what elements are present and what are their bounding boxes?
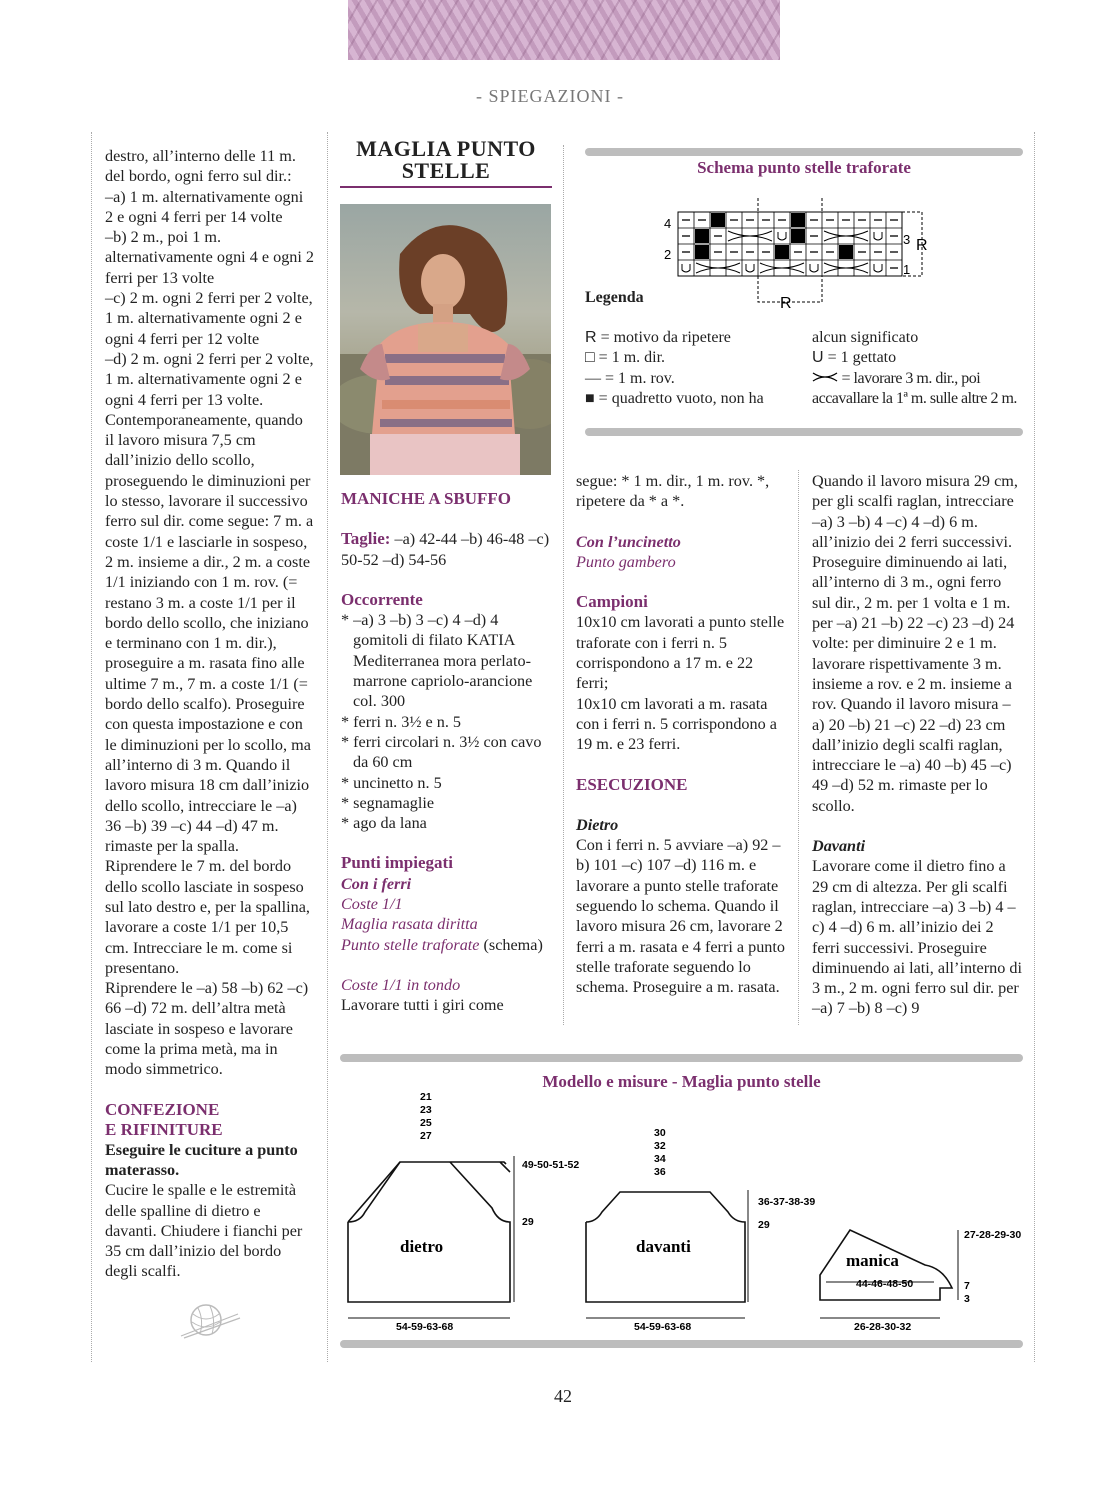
legenda-heading: Legenda xyxy=(585,289,644,306)
stitch: Maglia rasata diritta xyxy=(341,915,478,934)
row-label: 4 xyxy=(664,216,672,231)
paragraph: –d) 2 m. ogni 2 ferri per 2 volte, 1 m. alternativamente ogni 2 e ogni 4 ferri per 13 volte. xyxy=(105,349,314,409)
paragraph: Lavorare come il dietro fino a 29 cm di altezza. Per gli scalfi raglan, intrecciare –a) 3 –b) 4 –c) 4 –d) 6 m. all’inizio dei 2 ferri successivi. Proseguire diminuendo ai lati, all’interno di 3 m., 2 m. ogni ferro sul dir. per –a) 7 –b) 8 –c) 9 xyxy=(812,857,1022,1018)
chart-cell-filled xyxy=(775,245,789,259)
modello-title: Modello e misure - Maglia punto stelle xyxy=(542,1072,821,1091)
davanti-heading: Davanti xyxy=(812,837,866,856)
stitch: Punto stelle traforate xyxy=(341,935,480,954)
chart-cell-filled xyxy=(791,213,805,227)
section-header: - SPIEGAZIONI - xyxy=(476,86,624,106)
chart-cell-yarnover xyxy=(778,232,786,240)
column-separator xyxy=(1034,132,1035,1362)
legend-text: = lavorare 3 m. dir., poi accavallare la 1ª m. sulle altre 2 m. xyxy=(812,369,1017,407)
measure: 23 xyxy=(420,1104,432,1116)
legend-text: = 1 m. rov. xyxy=(601,369,675,387)
measure: 27-28-29-30 xyxy=(964,1229,1022,1241)
list-item: * ago da lana xyxy=(341,814,427,833)
chart-cell-filled xyxy=(695,229,709,243)
list-item: * uncinetto n. 5 xyxy=(341,773,442,792)
taglie-text: –a) 42-44 –b) 46-48 –c) 50-52 –d) 54-56 xyxy=(341,530,550,569)
legend-symbol: — xyxy=(585,369,601,387)
paragraph: 10x10 cm lavorati a m. rasata con i ferri n. 5 corrispondono a 19 m. e 23 ferri. xyxy=(576,694,777,754)
chart-cell-decrease xyxy=(760,263,804,273)
chart-cell-filled xyxy=(839,245,853,259)
measure: 30 xyxy=(654,1127,666,1139)
model-photo xyxy=(340,204,551,475)
repeat-label: R xyxy=(780,295,792,310)
pattern-title xyxy=(340,138,552,182)
campioni-heading: Campioni xyxy=(576,592,648,612)
row-label: 3 xyxy=(903,232,911,247)
column-4 xyxy=(812,471,1022,1019)
uncinetto-heading: Con l’uncinetto xyxy=(576,532,681,551)
column-1 xyxy=(105,146,315,1282)
paragraph: –a) 1 m. alternativamente ogni 2 e ogni 4 ferri per 14 volte xyxy=(105,187,304,226)
stitch: Coste 1/1 xyxy=(341,895,403,914)
chart-cell-decrease xyxy=(824,231,868,241)
page-number: 42 xyxy=(554,1386,572,1406)
measure: 54-59-63-68 xyxy=(396,1321,454,1333)
chart-cell-filled xyxy=(711,213,725,227)
chart-cell-yarnover xyxy=(682,264,690,272)
legend-text: = motivo da ripetere xyxy=(596,329,731,346)
legend-symbol: □ xyxy=(585,349,595,367)
list-item: * ferri circolari n. 3½ con cavo da 60 cm xyxy=(341,732,542,772)
maniche-heading: MANICHE A SBUFFO xyxy=(341,489,512,508)
legend-right xyxy=(812,328,1037,409)
esecuzione-heading: ESECUZIONE xyxy=(576,774,688,794)
measure: 7 xyxy=(964,1280,970,1292)
repeat-label: R xyxy=(916,237,928,254)
measure: 49-50-51-52 xyxy=(522,1159,580,1171)
legend-text: = quadretto vuoto, non ha xyxy=(594,389,764,407)
paragraph: Riprendere le 7 m. del bordo dello scollo lasciate in sospeso sul lato destro e, per la spallina, lavorare a coste 1/1 per 10,5 cm. Intrecciare le m. come si presentano. xyxy=(105,857,310,977)
column-3 xyxy=(576,471,786,998)
yarn-ball-icon xyxy=(176,1300,246,1340)
schematics-diagram xyxy=(340,1090,1030,1340)
paragraph: segue: * 1 m. dir., 1 m. rov. *, ripetere da * a *. xyxy=(576,472,770,511)
legend-symbol: ■ xyxy=(585,389,595,407)
paragraph: –c) 2 m. ogni 2 ferri per 2 volte, 1 m. alternativamente ogni 2 e ogni 4 ferri per 12 volte xyxy=(105,289,313,348)
paragraph: Quando il lavoro misura 29 cm, per gli scalfi raglan, intrecciare –a) 3 –b) 4 –c) 4 –d) 6 m. all’inizio dei 2 ferri successivi. Proseguire diminuendo ai lati, all’interno di 3 m., ogni ferro sul dir., 2 m. per 1 volta e 1 m. per –a) 21 –b) 22 –c) 23 –d) 24 volte: per diminuire 2 e 1 m. lavorare rispettivamente 3 m. insieme a rov. e 2 m. insieme a rov. Quando il lavoro misura –a) 20 –b) 21 –c) 22 –d) 23 cm dall’inizio degli scalfi raglan, intrecciare le –a) 40 –b) 45 –c) 49 –d) 52 m. rimaste per lo scollo. xyxy=(812,472,1018,815)
measure: 26-28-30-32 xyxy=(854,1321,912,1333)
schema-bottom-bar xyxy=(585,428,1023,436)
measure: 36 xyxy=(654,1166,666,1178)
paragraph: destro, all’interno delle 11 m. del bordo, ogni ferro sul dir.: xyxy=(105,147,296,186)
column-separator xyxy=(798,470,799,1025)
stitch: Punto gambero xyxy=(576,552,676,571)
measure: 34 xyxy=(654,1153,666,1165)
punti-heading: Punti impiegati xyxy=(341,853,453,873)
schema-top-bar xyxy=(585,148,1023,156)
legend-symbol: R xyxy=(585,329,597,346)
dietro-heading: Dietro xyxy=(576,815,619,834)
davanti-label: davanti xyxy=(636,1237,691,1256)
con-ferri: Con i ferri xyxy=(341,874,412,893)
manica-label: manica xyxy=(846,1251,899,1270)
paragraph: 10x10 cm lavorati a punto stelle traforate con i ferri n. 5 corrispondono a 17 m. e 22 ferri; xyxy=(576,613,785,693)
legend-symbol: U xyxy=(812,349,824,367)
taglie-label: Taglie: xyxy=(341,529,391,549)
coste-tondo: Coste 1/1 in tondo xyxy=(341,975,461,994)
list-item: * ferri n. 3½ e n. 5 xyxy=(341,712,462,731)
chart-cell-yarnover xyxy=(746,264,754,272)
column-2 xyxy=(341,489,551,1016)
occorrente-heading: Occorrente xyxy=(341,589,423,609)
decrease-symbol-icon xyxy=(812,371,838,383)
paragraph: Riprendere le –a) 58 –b) 62 –c) 66 –d) 72 m. dell’altra metà lasciate in sospeso e lavorare come la prima metà, ma in modo simmetrico. xyxy=(105,979,309,1079)
legend-text: = 1 gettato xyxy=(823,349,897,367)
measure: 29 xyxy=(522,1216,534,1228)
stitch-chart xyxy=(660,192,940,310)
row-label: 1 xyxy=(903,262,911,277)
modello-bottom-bar xyxy=(340,1340,1023,1348)
measure: 21 xyxy=(420,1091,432,1103)
list-item: * –a) 3 –b) 3 –c) 4 –d) 4 gomitoli di filato KATIA Mediterranea mora perlato-marrone capriolo-arancione col. 300 xyxy=(341,611,533,711)
paragraph: Con i ferri n. 5 avviare –a) 92 –b) 101 –c) 107 –d) 116 m. e lavorare a punto stelle traforate seguendo lo schema. Quando il lavoro misura 26 cm, lavorare 2 ferri a m. rasata e 4 ferri a punto stelle traforate seguendo lo schema. Proseguire a m. rasata. xyxy=(576,836,785,997)
chart-cell-decrease xyxy=(824,263,868,273)
modello-top-bar xyxy=(340,1054,1023,1062)
paragraph: Lavorare tutti i giri come xyxy=(341,996,504,1015)
row-label: 2 xyxy=(664,247,672,262)
paragraph: –b) 2 m., poi 1 m. alternativamente ogni 4 e ogni 2 ferri per 13 volte xyxy=(105,228,315,287)
measure: 3 xyxy=(964,1293,970,1305)
chart-cell-filled xyxy=(791,229,805,243)
paragraph: Contemporaneamente, quando il lavoro misura 7,5 cm dall’inizio dello scollo, proseguendo le diminuzioni per lo stesso, lavorare il successivo ferro sul dir. come segue: 7 m. a coste 1/1 e lasciarle in sospeso, 2 m. insieme a dir., 2 m. a coste 1/1 iniziando con 1 m. rov. (= restano 3 m. a coste 1/1 per il bordo dello scollo, che iniziano e terminano con 1 m. dir.), proseguire a m. rasata fino alle ultime 7 m., 7 m. a coste 1/1 (= bordo dello scalfo). Proseguire con questa impostazione e con le diminuzioni per lo scollo, ma all’interno di 3 m. Quando il lavoro misura 18 cm dall’inizio dello scollo, intrecciare le –a) 36 –b) 39 –c) 44 –d) 47 m. rimaste per la spalla. xyxy=(105,410,314,856)
measure: 27 xyxy=(420,1130,432,1142)
chart-cell-decrease xyxy=(728,231,772,241)
chart-cell-yarnover xyxy=(810,264,818,272)
measure: 44-46-48-50 xyxy=(856,1278,914,1290)
chart-cell-filled xyxy=(695,245,709,259)
schema-title: Schema punto stelle traforate xyxy=(697,158,911,177)
column-separator xyxy=(563,145,564,1025)
measure: 32 xyxy=(654,1140,666,1152)
measure: 29 xyxy=(758,1219,770,1231)
chart-cell-yarnover xyxy=(874,232,882,240)
legend-left xyxy=(585,328,800,409)
title-line-1: MAGLIA PUNTO xyxy=(356,136,536,161)
confezione-text: Cucire le spalle e le estremità delle spalline di dietro e davanti. Chiudere i fianchi per 35 cm dall’inizio del bordo degli scalfi. xyxy=(105,1181,303,1281)
chart-cell-yarnover xyxy=(874,264,882,272)
column-separator xyxy=(91,132,92,1362)
legend-text: = 1 m. dir. xyxy=(594,349,666,367)
dietro-label: dietro xyxy=(400,1237,444,1256)
list-item: * segnamaglie xyxy=(341,793,435,812)
column-separator xyxy=(327,132,328,1362)
confezione-heading-2: E RIFINITURE xyxy=(105,1119,223,1139)
title-underline xyxy=(340,186,552,188)
confezione-heading: CONFEZIONE xyxy=(105,1099,220,1119)
measure: 54-59-63-68 xyxy=(634,1321,692,1333)
title-line-2: STELLE xyxy=(401,158,491,183)
confezione-bold: Eseguire le cuciture a punto materasso. xyxy=(105,1140,298,1179)
chart-cell-decrease xyxy=(696,263,740,273)
materials-list xyxy=(341,610,551,833)
stitch-note: (schema) xyxy=(479,935,543,954)
measure: 25 xyxy=(420,1117,432,1129)
legend-text: alcun significato xyxy=(812,329,919,346)
knit-texture-image xyxy=(348,0,780,60)
measure: 36-37-38-39 xyxy=(758,1196,816,1208)
